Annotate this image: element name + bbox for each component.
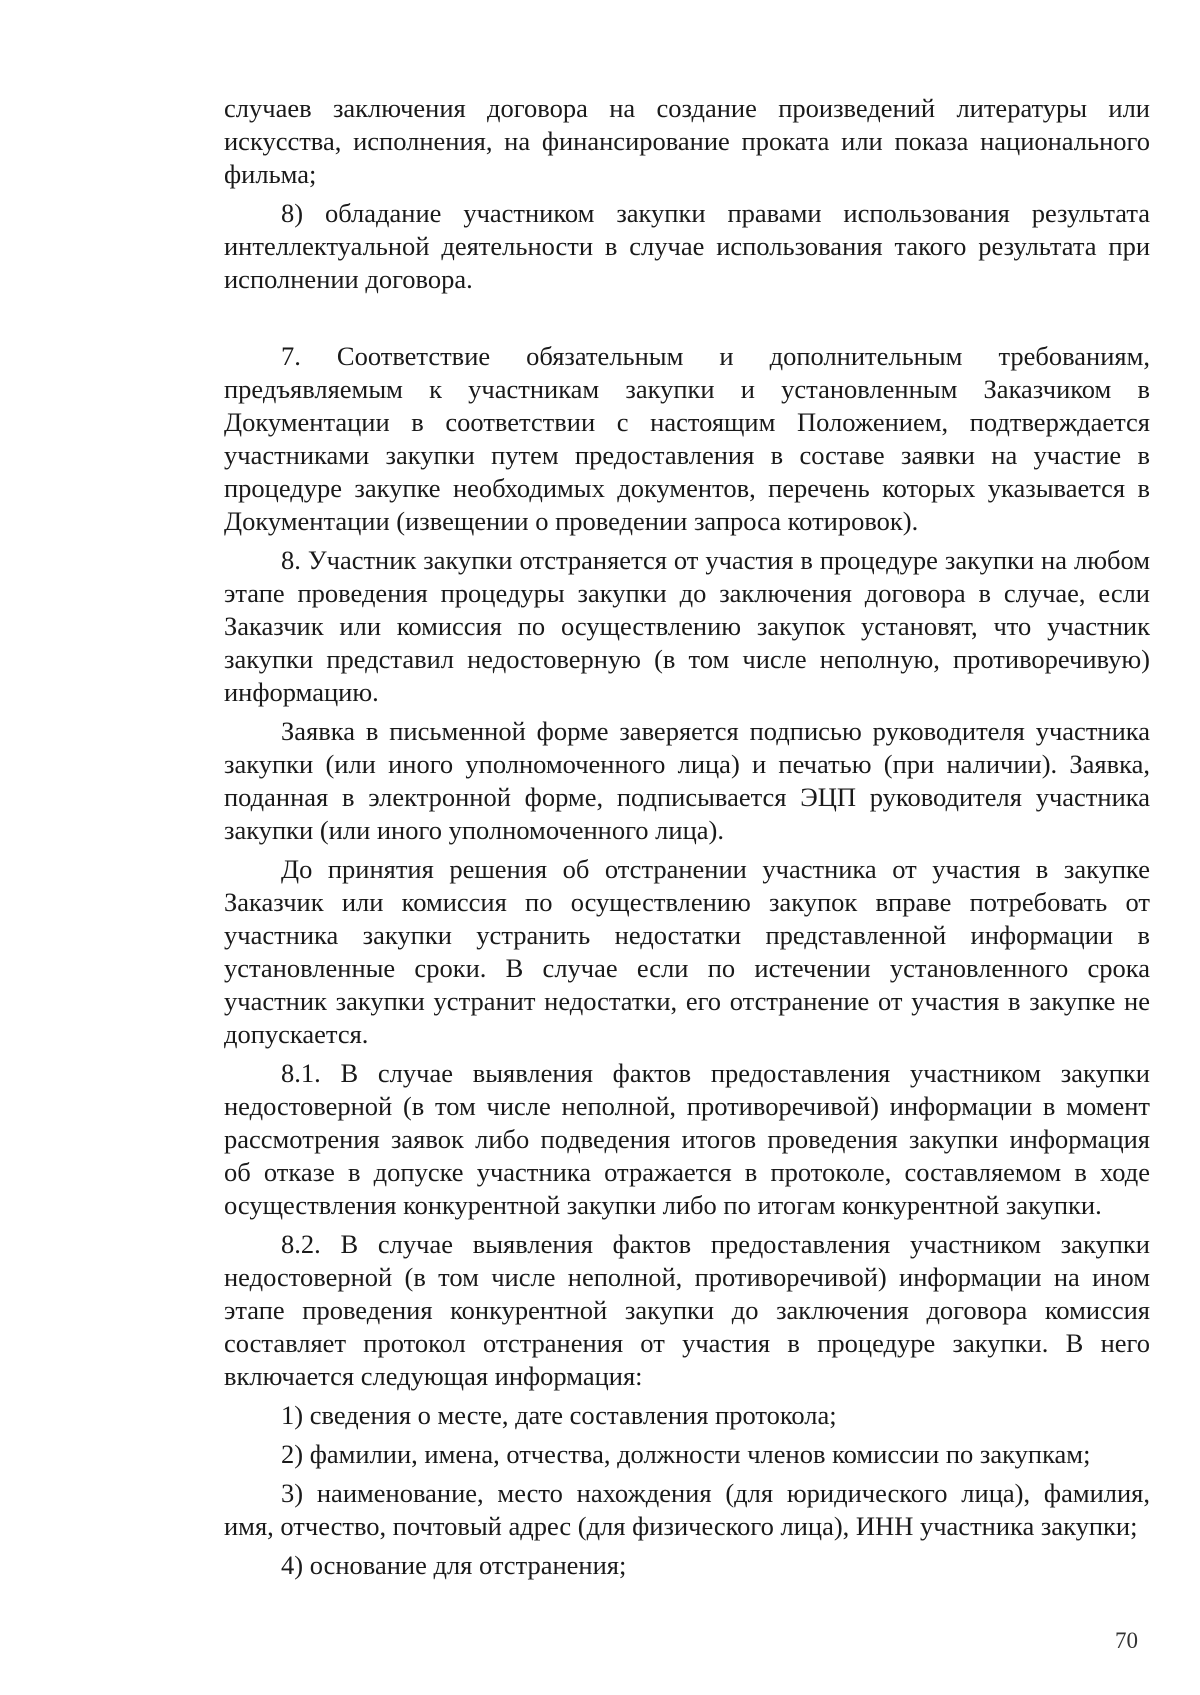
page-number: 70 [1115, 1628, 1138, 1653]
paragraph-before-removal: До принятия решения об отстранении участника от участия в закупке Заказчик или комиссия по осуществлению закупок вправе потребовать от участника закупки устранить недостатки представленной информации в установленные сроки. В случае если по истечении установленного срока участник закупки устранит недостатки, его отстранение от участия в закупке не допускается. [224, 854, 1150, 1049]
paragraph-section-8-1: 8.1. В случае выявления фактов предоставления участником закупки недостоверной (в том числе неполной, противоречивой) информации в момент рассмотрения заявок либо подведения итогов проведения закупки информация об отказе в допуске участника отражается в протоколе, составляемом в ходе осуществления конкурентной закупки либо по итогам конкурентной закупки. [224, 1058, 1150, 1220]
list-item-2: 2) фамилии, имена, отчества, должности членов комиссии по закупкам; [281, 1439, 1091, 1469]
document-page [224, 92, 1150, 1582]
paragraph-application-signature: Заявка в письменной форме заверяется подписью руководителя участника закупки (или иного уполномоченного лица) и печатью (при наличии). Заявка, поданная в электронной форме, подписывается ЭЦП руководителя участника закупки (или иного уполномоченного лица). [224, 716, 1150, 845]
paragraph-section-7: 7. Соответствие обязательным и дополнительным требованиям, предъявляемым к участникам закупки и установленным Заказчиком в Документации в соответствии с настоящим Положением, подтверждается участниками закупки путем предоставления в составе заявки на участие в процедуре закупке необходимых документов, перечень которых указывается в Документации (извещении о проведении запроса котировок). [224, 341, 1150, 536]
list-item-1: 1) сведения о месте, дате составления протокола; [281, 1400, 837, 1430]
list-item-4: 4) основание для отстранения; [281, 1550, 627, 1580]
paragraph-section-8-2: 8.2. В случае выявления фактов предоставления участником закупки недостоверной (в том числе неполной, противоречивой) информации на ином этапе проведения конкурентной закупки до заключения договора комиссия составляет протокол отстранения от участия в процедуре закупки. В него включается следующая информация: [224, 1229, 1150, 1391]
paragraph-section-8: 8. Участник закупки отстраняется от участия в процедуре закупки на любом этапе проведения процедуры закупки до заключения договора в случае, если Заказчик или комиссия по осуществлению закупок установят, что участник закупки представил недостоверную (в том числе неполную, противоречивую) информацию. [224, 545, 1150, 707]
list-item-3: 3) наименование, место нахождения (для юридического лица), фамилия, имя, отчество, почтовый адрес (для физического лица), ИНН участника закупки; [224, 1478, 1150, 1541]
paragraph-item-8: 8) обладание участником закупки правами использования результата интеллектуальной деятельности в случае использования такого результата при исполнении договора. [224, 198, 1150, 294]
paragraph-continuation: случаев заключения договора на создание произведений литературы или искусства, исполнения, на финансирование проката или показа национального фильма; [224, 93, 1150, 189]
